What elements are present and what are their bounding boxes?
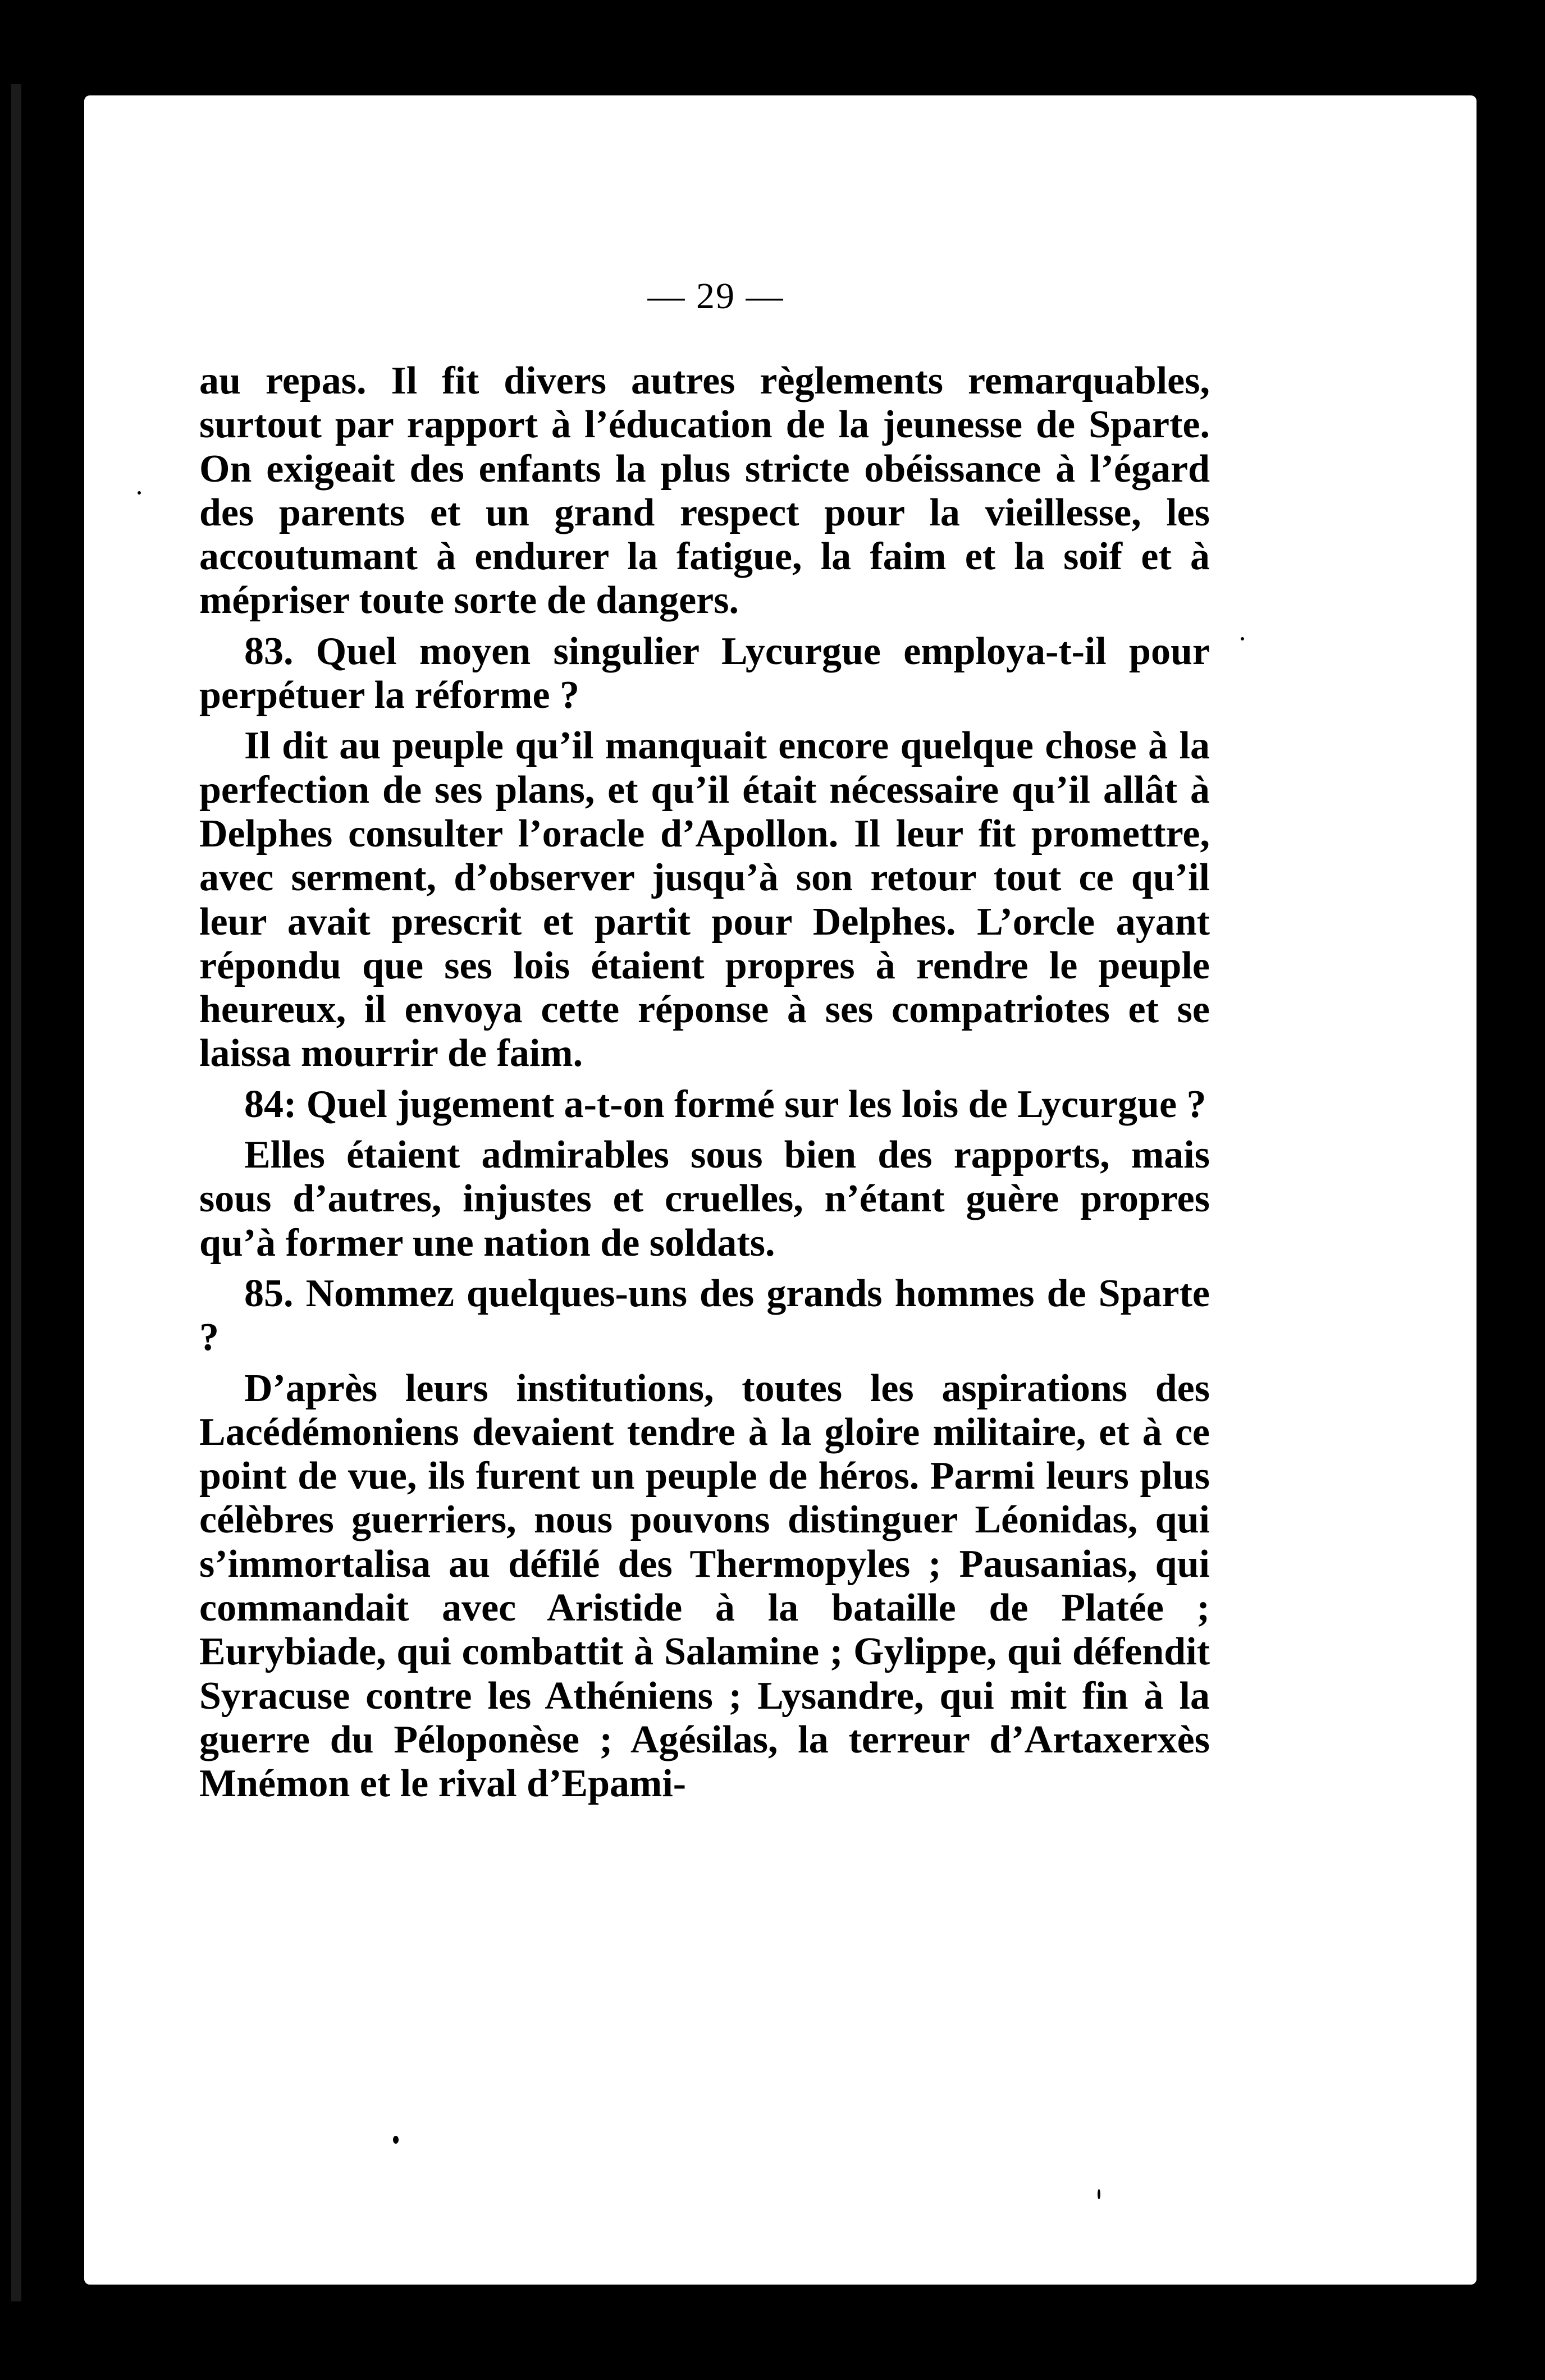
scan-speck [393, 2136, 399, 2144]
paragraph-continuation: au repas. Il fit divers autres règlements remarquables, surtout par rapport à l’éducation de la jeunesse de Sparte. On exigeait des enfants la plus stricte obéissance à l’égard des parents et un grand respect pour la vieillesse, les accoutumant à endurer la fatigue, la faim et la soif et à mépriser toute sorte de dangers. [199, 359, 1210, 623]
question-83: 83. Quel moyen singulier Lycurgue employa-t-il pour perpétuer la réforme ? [199, 629, 1210, 717]
scan-speck [138, 491, 141, 495]
scan-speck [1241, 637, 1244, 640]
question-85: 85. Nommez quelques-uns des grands hommes de Sparte ? [199, 1271, 1210, 1360]
body-text [199, 359, 1210, 1806]
answer-85: D’après leurs institutions, toutes les aspirations des Lacédémoniens devaient tendre à la gloire militaire, et à ce point de vue, ils furent un peuple de héros. Parmi leurs plus célèbres guerriers, nous pouvons distinguer Léonidas, qui s’immortalisa au défilé des Thermopyles ; Pausanias, qui commandait avec Aristide à la bataille de Platée ; Eurybiade, qui combattit à Salamine ; Gylippe, qui défendit Syracuse contre les Athéniens ; Lysandre, qui mit fin à la guerre du Péloponèse ; Agésilas, la terreur d’Artaxerxès Mnémon et le rival d’Epami- [199, 1366, 1210, 1806]
answer-83: Il dit au peuple qu’il manquait encore quelque chose à la perfection de ses plans, et qu’il était nécessaire qu’il allât à Delphes consulter l’oracle d’Apollon. Il leur fit promettre, avec serment, d’observer jusqu’à son retour tout ce qu’il leur avait prescrit et partit pour Delphes. L’orcle ayant répondu que ses lois étaient propres à rendre le peuple heureux, il envoya cette réponse à ses compatriotes et se laissa mourrir de faim. [199, 724, 1210, 1075]
question-84: 84: Quel jugement a-t-on formé sur les lois de Lycurgue ? [244, 1082, 1206, 1126]
scan-speck [1098, 2189, 1100, 2199]
answer-84: Elles étaient admirables sous bien des rapports, mais sous d’autres, injustes et cruelles, n’étant guère propres qu’à former une nation de soldats. [199, 1133, 1210, 1265]
page-number: — 29 — [647, 276, 784, 317]
page-edge-strip [11, 84, 21, 2301]
